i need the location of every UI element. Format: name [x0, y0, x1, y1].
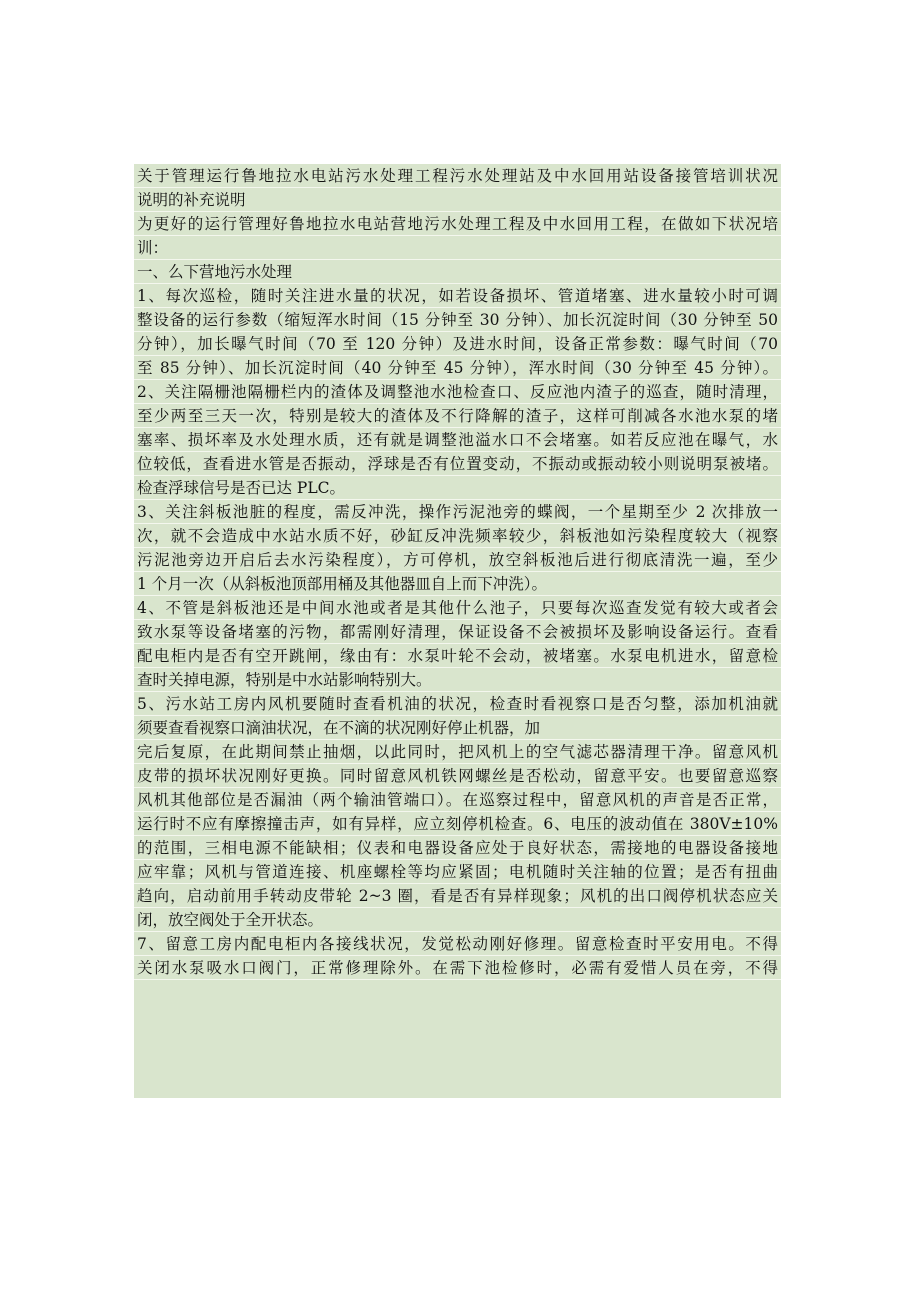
text-line-content: 关闭水泵吸水口阀门，正常修理除外。在需下池检修时，必需有爱惜人员在旁，不得: [137, 959, 778, 977]
text-line: [134, 404, 781, 428]
text-line: [134, 500, 781, 524]
text-line-content: 2、关注隔栅池隔栅栏内的渣体及调整池水池检查口、反应池内渣子的巡查，随时清理，: [137, 383, 778, 401]
text-line: [134, 476, 781, 500]
text-line-content: 1、每次巡检，随时关注进水量的状况，如若设备损坏、管道堵塞、进水量较小时可调: [137, 287, 778, 305]
text-line: [134, 548, 781, 572]
text-line: [134, 740, 781, 764]
text-line: [134, 308, 781, 332]
text-line: [134, 956, 781, 980]
text-line: [134, 236, 781, 260]
text-line: [134, 812, 781, 836]
text-line-content: 风机其他部位是否漏油（两个输油管端口）。在巡察过程中，留意风机的声音是否正常，: [137, 791, 778, 809]
text-line-content: 至 85 分钟）、加长沉淀时间（40 分钟至 45 分钟），浑水时间（30 分钟至 45 分钟）。: [137, 359, 778, 377]
text-line-content: 整设备的运行参数（缩短浑水时间（15 分钟至 30 分钟）、加长沉淀时间（30 分钟至 50: [137, 311, 778, 329]
text-line-content: 的范围，三相电源不能缺相；仪表和电器设备应处于良好状态，需接地的电器设备接地: [137, 839, 778, 857]
text-line-content: 污泥池旁边开启后去水污染程度），方可停机，放空斜板池后进行彻底清洗一遍，至少: [137, 551, 778, 569]
text-line-content: 塞率、损坏率及水处理水质，还有就是调整池溢水口不会堵塞。如若反应池在曝气，水: [137, 431, 778, 449]
text-line: [134, 212, 781, 236]
text-line: [134, 452, 781, 476]
text-line: [134, 188, 781, 212]
text-line: [134, 260, 781, 284]
text-line-content: 配电柜内是否有空开跳闸，缘由有：水泵叶轮不会动，被堵塞。水泵电机进水，留意检: [137, 647, 778, 665]
text-line: [134, 596, 781, 620]
text-line: [134, 716, 781, 740]
text-line-content: 至少两至三天一次，特别是较大的渣体及不行降解的渣子，这样可削减各水池水泵的堵: [137, 407, 778, 425]
text-line-content: 为更好的运行管理好鲁地拉水电站营地污水处理工程及中水回用工程，在做如下状况培: [137, 215, 778, 233]
text-line-content: 说明的补充说明: [137, 191, 246, 209]
text-line-content: 5、污水站工房内风机要随时查看机油的状况，检查时看视察口是否匀整，添加机油就: [137, 695, 778, 713]
text-line: [134, 428, 781, 452]
text-line: [134, 620, 781, 644]
text-line: [134, 284, 781, 308]
text-line-content: 须要查看视察口滴油状况，在不滴的状况刚好停止机器，加: [137, 719, 541, 737]
text-line-content: 位较低，查看进水管是否振动，浮球是否有位置变动，不振动或振动较小则说明泵被堵。: [137, 455, 778, 473]
text-line-content: 训：: [137, 239, 169, 257]
text-line: [134, 524, 781, 548]
text-line: [134, 764, 781, 788]
text-line-content: 趋向，启动前用手转动皮带轮 2~3 圈，看是否有异样现象；风机的出口阀停机状态应关: [137, 887, 778, 905]
text-line-content: 3、关注斜板池脏的程度，需反冲洗，操作污泥池旁的蝶阀，一个星期至少 2 次排放一: [137, 503, 778, 521]
text-line-content: 致水泵等设备堵塞的污物，都需刚好清理，保证设备不会被损坏及影响设备运行。查看: [137, 623, 778, 641]
text-line-content: 分钟），加长曝气时间（70 至 120 分钟）及进水时间，设备正常参数：曝气时间（70: [137, 335, 778, 353]
text-line-content: 运行时不应有摩擦撞击声，如有异样，应立刻停机检查。6、电压的波动值在 380V±10%: [137, 815, 778, 833]
text-line: [134, 164, 781, 188]
text-line: [134, 908, 781, 932]
text-line-content: 1 个月一次（从斜板池顶部用桶及其他器皿自上而下冲洗）。: [137, 575, 548, 593]
text-line-content: 应牢靠；风机与管道连接、机座螺栓等均应紧固；电机随时关注轴的位置；是否有扭曲: [137, 863, 778, 881]
text-line: [134, 572, 781, 596]
text-line-content: 完后复原，在此期间禁止抽烟，以此同时，把风机上的空气滤芯器清理干净。留意风机: [137, 743, 778, 761]
text-line-content: 次，就不会造成中水站水质不好，砂缸反冲洗频率较少，斜板池如污染程度较大（视察: [137, 527, 778, 545]
text-line: [134, 380, 781, 404]
text-line-content: 闭，放空阀处于全开状态。: [137, 911, 324, 929]
text-line-content: 一、么下营地污水处理: [137, 263, 293, 281]
text-line: [134, 884, 781, 908]
text-line: [134, 692, 781, 716]
text-line: [134, 932, 781, 956]
text-line: [134, 332, 781, 356]
text-line: [134, 668, 781, 692]
text-line: [134, 356, 781, 380]
text-line-content: 检查浮球信号是否已达 PLC。: [137, 479, 346, 497]
text-line-content: 4、不管是斜板池还是中间水池或者是其他什么池子，只要每次巡查发觉有较大或者会: [137, 599, 778, 617]
text-line-content: 7、留意工房内配电柜内各接线状况，发觉松动刚好修理。留意检查时平安用电。不得: [137, 935, 778, 953]
document-text-block: [134, 164, 781, 1098]
text-line-content: 查时关掉电源，特别是中水站影响特别大。: [137, 671, 432, 689]
text-line: [134, 644, 781, 668]
text-line: [134, 860, 781, 884]
text-line: [134, 836, 781, 860]
text-line: [134, 788, 781, 812]
text-line-content: 皮带的损坏状况刚好更换。同时留意风机铁网螺丝是否松动，留意平安。也要留意巡察: [137, 767, 778, 785]
text-line-content: 关于管理运行鲁地拉水电站污水处理工程污水处理站及中水回用站设备接管培训状况: [137, 167, 778, 185]
